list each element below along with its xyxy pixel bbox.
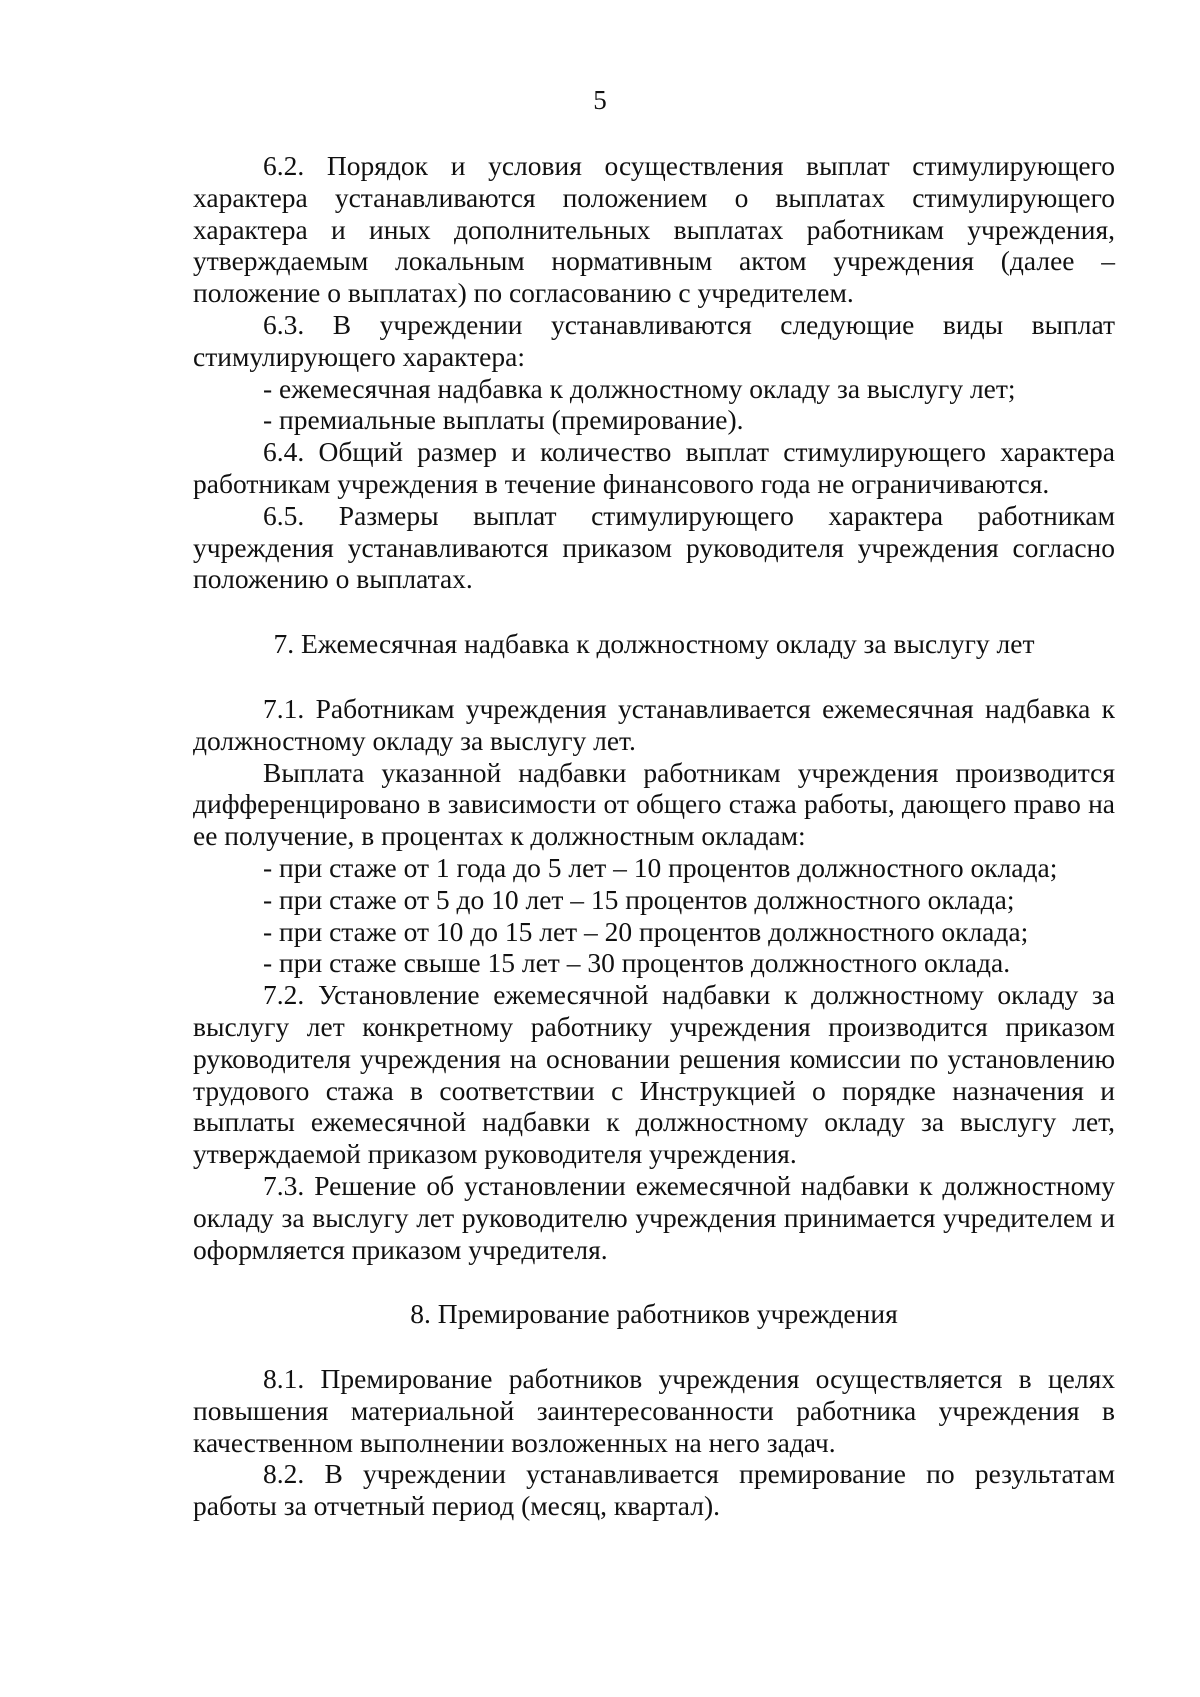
list-item: - ежемесячная надбавка к должностному окладу за выслугу лет; — [263, 372, 1016, 404]
paragraph-7-3: 7.3. Решение об установлении ежемесячной надбавки к должностному окладу за выслугу лет руководителю учреждения принимается учредителем и оформляется приказом учредителя. — [193, 1169, 1115, 1265]
list-item: - при стаже от 10 до 15 лет – 20 процентов должностного оклада; — [263, 915, 1029, 947]
paragraph-7-2: 7.2. Установление ежемесячной надбавки к должностному окладу за выслугу лет конкретному работнику учреждения производится приказом руководителя учреждения на основании решения комиссии по установлению трудового стажа в соответствии с Инструкцией о порядке назначения и выплаты ежемесячной надбавки к должностному окладу за выслугу лет, утверждаемой приказом руководителя учреждения. — [193, 979, 1115, 1170]
paragraph-6-2: 6.2. Порядок и условия осуществления выплат стимулирующего характера устанавливаются положением о выплатах стимулирующего характера и иных дополнительных выплатах работникам учреждения, утверждаемым локальным нормативным актом учреждения (далее – положение о выплатах) по согласованию с учредителем. — [193, 150, 1115, 309]
paragraph-8-2: 8.2. В учреждении устанавливается премирование по результатам работы за отчетный период (месяц, квартал). — [193, 1458, 1115, 1522]
paragraph-6-4: 6.4. Общий размер и количество выплат стимулирующего характера работникам учреждения в течение финансового года не ограничиваются. — [193, 436, 1115, 499]
section-8-heading: 8. Премирование работников учреждения — [410, 1298, 898, 1330]
paragraph-6-5: 6.5. Размеры выплат стимулирующего характера работникам учреждения устанавливаются приказом руководителя учреждения согласно положению о выплатах. — [193, 499, 1115, 595]
paragraph-7-1: 7.1. Работникам учреждения устанавливается ежемесячная надбавка к должностному окладу за выслугу лет. — [193, 692, 1115, 756]
paragraph-6-3: 6.3. В учреждении устанавливаются следующие виды выплат стимулирующего характера: — [193, 308, 1115, 372]
list-item: - при стаже свыше 15 лет – 30 процентов должностного оклада. — [263, 947, 1011, 979]
page-number: 5 — [593, 85, 607, 115]
paragraph-8-1: 8.1. Премирование работников учреждения осуществляется в целях повышения материальной заинтересованности работника учреждения в качественном выполнении возложенных на него задач. — [193, 1363, 1115, 1458]
list-item: - при стаже от 5 до 10 лет – 15 процентов должностного оклада; — [263, 883, 1015, 915]
list-item: - при стаже от 1 года до 5 лет – 10 процентов должностного оклада; — [263, 851, 1058, 883]
list-item: - премиальные выплаты (премирование). — [263, 404, 744, 436]
paragraph-7-1-payment: Выплата указанной надбавки работникам учреждения производится дифференцировано в зависимости от общего стажа работы, дающего право на ее получение, в процентах к должностным окладам: — [193, 756, 1115, 852]
section-7-heading: 7. Ежемесячная надбавка к должностному окладу за выслугу лет — [273, 628, 1035, 660]
document-body — [193, 150, 1115, 1522]
